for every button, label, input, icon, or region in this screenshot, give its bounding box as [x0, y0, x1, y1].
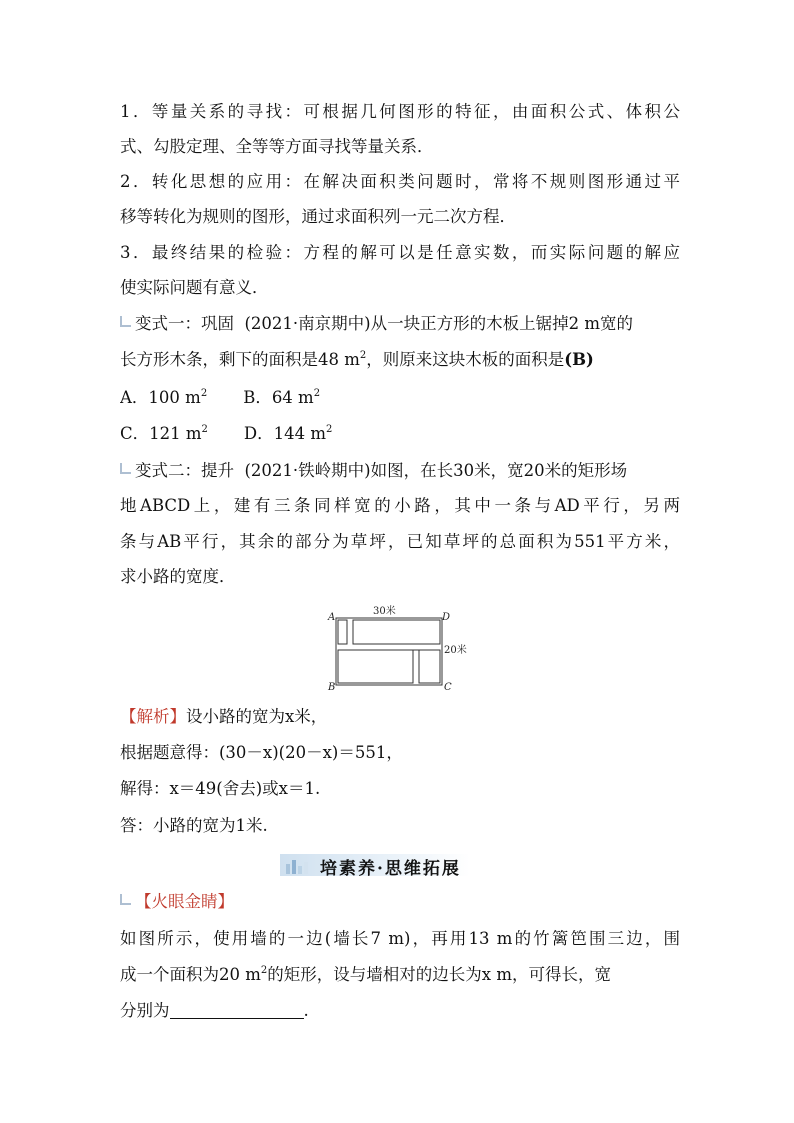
- exercise-text-2b: 的矩形，设与墙相对的边长为x m，可得长，宽: [267, 965, 611, 984]
- superscript: 2: [359, 350, 367, 361]
- variant1-label: 变式一：巩固: [135, 314, 234, 333]
- exercise-period: .: [303, 1001, 309, 1020]
- exercise-header: [120, 892, 680, 912]
- superscript: 2: [260, 965, 268, 976]
- exercise-text-2a: 成一个面积为20 m: [120, 965, 261, 984]
- variant2-line-2: 地ABCD上，建有三条同样宽的小路，其中一条与AD平行，另两: [120, 496, 680, 515]
- length-label: 30米: [373, 606, 396, 617]
- variant2-line-4: 求小路的宽度．: [120, 567, 236, 586]
- variant1-text-1: (2021·南京期中)从一块正方形的木板上锯掉2 m宽的: [244, 314, 633, 333]
- superscript: 2: [200, 388, 208, 399]
- section-title-text: 培素养·思维拓展: [320, 859, 461, 879]
- variant2-label: 变式二：提升: [135, 461, 234, 480]
- vertex-d: D: [442, 612, 451, 623]
- exercise-line-3: [120, 1001, 680, 1021]
- variant1-answer: (B): [564, 350, 594, 369]
- point-3-line-1: 3．最终结果的检验：方程的解可以是任意实数，而实际问题的解应: [120, 243, 680, 262]
- flag-icon: [120, 463, 131, 474]
- superscript: 2: [326, 424, 333, 435]
- solution-line-1: [120, 707, 680, 727]
- exercise-line-2: [120, 965, 680, 985]
- bar-chart-icon: [284, 856, 314, 874]
- variant2-text-1: (2021·铁岭期中)如图，在长30米，宽20米的矩形场: [244, 461, 628, 480]
- variant1-line-1: [120, 314, 680, 334]
- solution-line-2: 根据题意得：(30－x)(20－x)＝551，: [120, 743, 403, 762]
- variant1-options-row-2: [120, 424, 680, 444]
- solution-line-3: 解得：x＝49(舍去)或x＝1.: [120, 779, 321, 798]
- point-3-line-2: 使实际问题有意义．: [120, 278, 269, 297]
- point-1-line-2: 式、勾股定理、全等等方面寻找等量关系．: [120, 137, 434, 156]
- flag-icon: [120, 894, 131, 905]
- exercise-line-1: 如图所示，使用墙的一边(墙长7 m)，再用13 m的竹篱笆围三边，围: [120, 929, 680, 948]
- variant1-line-2: [120, 350, 680, 370]
- superscript: 2: [201, 424, 208, 435]
- point-2-line-2: 移等转化为规则的图形，通过求面积列一元二次方程．: [120, 207, 516, 226]
- lawn-top-right: [353, 620, 440, 644]
- solution-line-4: 答：小路的宽为1米.: [120, 816, 268, 835]
- variant1-options-row-1: [120, 388, 680, 408]
- exercise-text-3: 分别为: [120, 1001, 170, 1020]
- variant2-line-3: 条与AB平行，其余的部分为草坪，已知草坪的总面积为551平方米，: [120, 532, 680, 551]
- vertex-b: B: [328, 682, 336, 693]
- variant1-text-2a: 长方形木条，剩下的面积是48 m: [120, 350, 360, 369]
- option-d: D．144 m: [243, 424, 327, 443]
- solution-text-1: 设小路的宽为x米，: [186, 707, 328, 726]
- solution-tag: 【解析】: [120, 707, 186, 726]
- superscript: 2: [313, 388, 321, 399]
- option-b: B．64 m: [243, 388, 314, 407]
- flag-icon: [120, 316, 131, 327]
- width-label: 20米: [444, 645, 467, 656]
- vertex-a: A: [328, 612, 336, 623]
- garden-figure: [320, 602, 480, 694]
- outer-rectangle: [336, 618, 442, 685]
- point-1-line-1: 1．等量关系的寻找：可根据几何图形的特征，由面积公式、体积公: [120, 102, 680, 121]
- point-2-line-1: 2．转化思想的应用：在解决面积类问题时，常将不规则图形通过平: [120, 172, 680, 191]
- lawn-bottom-left: [338, 650, 413, 683]
- section-title: [280, 852, 510, 878]
- option-c: C．121 m: [120, 424, 202, 443]
- vertex-c: C: [444, 682, 452, 693]
- lawn-top-left: [338, 620, 347, 644]
- exercise-tag: 【火眼金睛】: [135, 892, 234, 911]
- variant1-text-2b: ，则原来这块木板的面积是: [366, 350, 565, 369]
- lawn-bottom-right: [419, 650, 440, 683]
- answer-blank[interactable]: [170, 1002, 304, 1019]
- variant2-line-1: [120, 461, 680, 481]
- option-a: A．100 m: [120, 388, 201, 407]
